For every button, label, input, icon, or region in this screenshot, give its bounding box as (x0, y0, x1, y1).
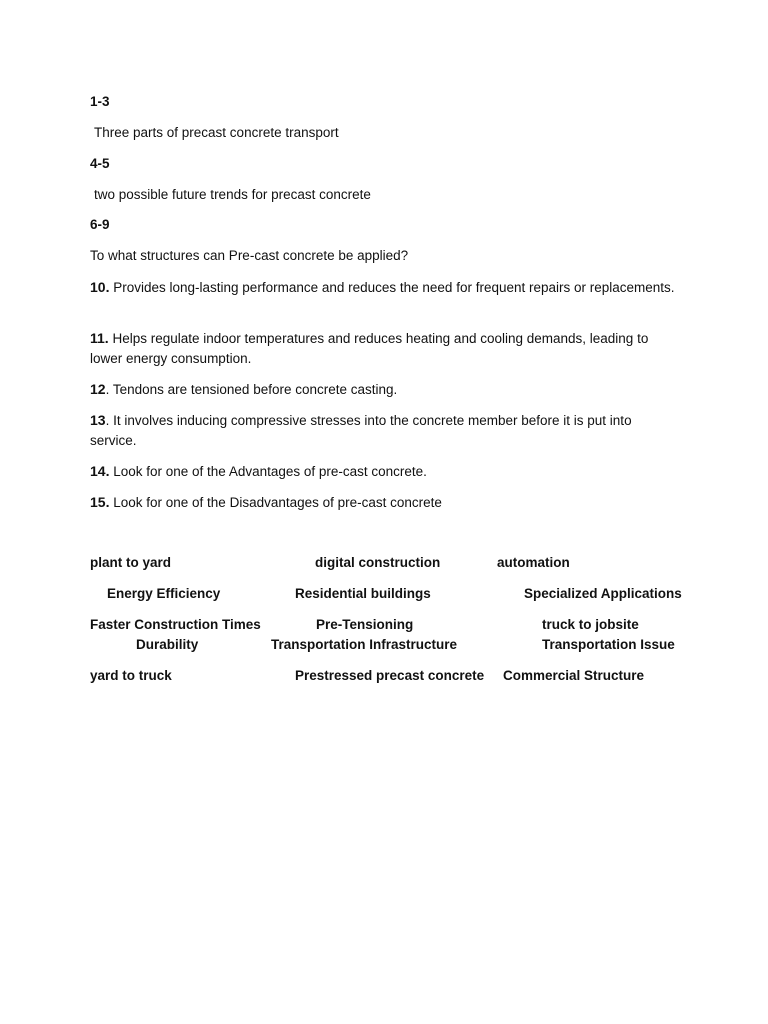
prompt-6-9: To what structures can Pre-cast concrete be applied? (90, 248, 409, 263)
word-bank-item: Pre-Tensioning (316, 617, 414, 632)
question-13 (90, 410, 680, 451)
question-number: 14. (90, 463, 110, 479)
word-bank-item: automation (497, 555, 570, 570)
word-bank-item: Energy Efficiency (107, 586, 221, 601)
word-bank-item: Residential buildings (295, 586, 431, 601)
section-label-4-5: 4-5 (90, 156, 110, 171)
word-bank-item: Prestressed precast concrete (295, 668, 485, 683)
prompt-1-3: Three parts of precast concrete transport (94, 125, 339, 140)
word-bank-item: yard to truck (90, 668, 172, 683)
question-12 (90, 379, 397, 400)
word-bank-item: Durability (136, 637, 199, 652)
question-text: . It involves inducing compressive stresses into the concrete member before it is put into service. (90, 413, 632, 448)
question-number: 11. (90, 330, 109, 346)
question-number: 13 (90, 412, 106, 428)
question-14 (90, 461, 427, 482)
question-text: Helps regulate indoor temperatures and reduces heating and cooling demands, leading to lower energy consumption. (90, 331, 649, 366)
question-text: Look for one of the Disadvantages of pre-cast concrete (113, 495, 442, 510)
section-label-1-3: 1-3 (90, 94, 110, 109)
word-bank-item: Faster Construction Times (90, 617, 261, 632)
question-number: 10. (90, 279, 110, 295)
section-label-6-9: 6-9 (90, 217, 110, 232)
word-bank-item: Specialized Applications (524, 586, 682, 601)
prompt-4-5: two possible future trends for precast concrete (94, 187, 371, 202)
word-bank-item: truck to jobsite (542, 617, 639, 632)
word-bank-item: Transportation Infrastructure (271, 637, 458, 652)
word-bank-item: Transportation Issue (542, 637, 675, 652)
question-text: Provides long-lasting performance and reduces the need for frequent repairs or replacements. (113, 280, 675, 295)
question-number: 12 (90, 381, 106, 397)
question-10 (90, 277, 680, 298)
question-text: . Tendons are tensioned before concrete casting. (105, 382, 398, 397)
word-bank-item: digital construction (315, 555, 441, 570)
word-bank-item: plant to yard (90, 555, 172, 570)
word-bank-item: Commercial Structure (503, 668, 645, 683)
question-15 (90, 492, 442, 513)
question-number: 15. (90, 494, 110, 510)
question-text: Look for one of the Advantages of pre-cast concrete. (113, 464, 427, 479)
question-11 (90, 328, 680, 369)
